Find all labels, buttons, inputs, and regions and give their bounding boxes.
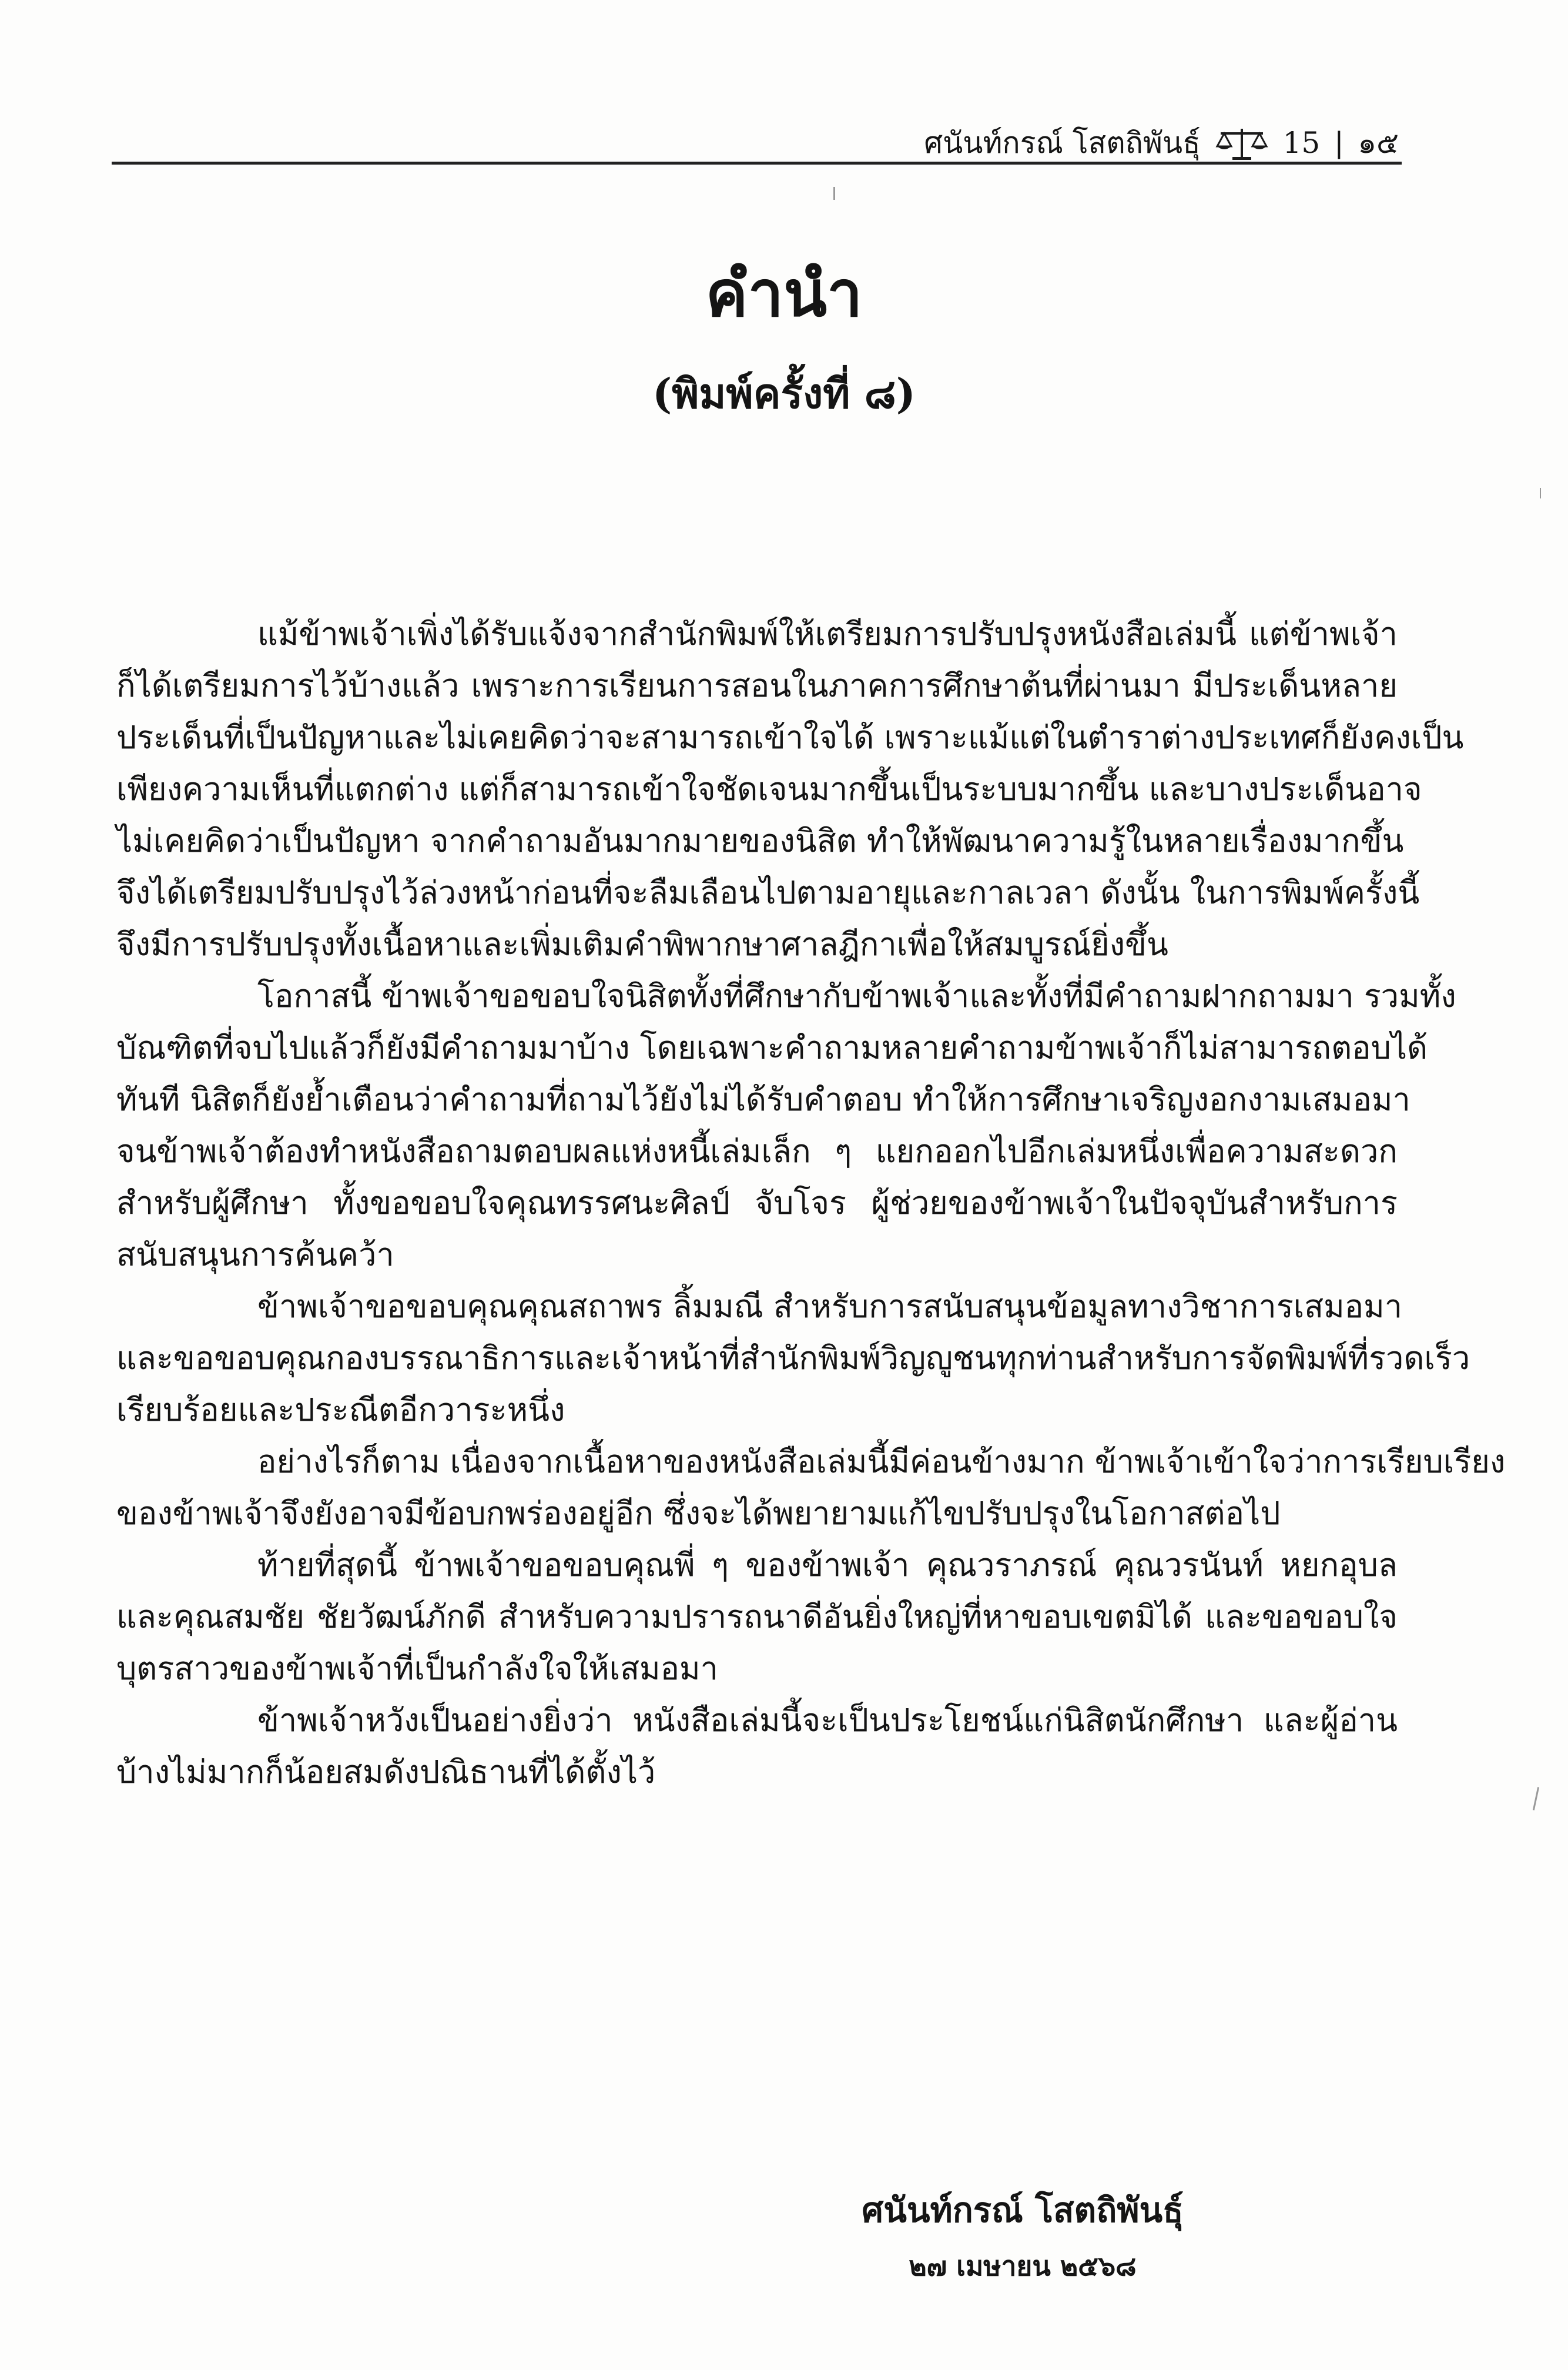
text-line: ท้ายที่สุดนี้ ข้าพเจ้าขอขอบคุณพี่ ๆ ของข้าพเจ้า คุณวราภรณ์ คุณวรนันท์ หยกอุบล [257, 1546, 1398, 1584]
header-page-number: 15 [1282, 126, 1321, 160]
running-header [917, 115, 1399, 162]
text-line: บัณฑิตที่จบไปแล้วก็ยังมีคำถามมาบ้าง โดยเฉพาะคำถามหลายคำถามข้าพเจ้าก็ไม่สามารถตอบได้ [116, 1029, 1428, 1066]
header-page-number-thai: ๑๕ [1358, 126, 1399, 160]
page-title: คำนำ [705, 257, 863, 331]
text-line: และคุณสมชัย ชัยวัฒน์ภักดี สำหรับความปรารถนาดีอันยิ่งใหญ่ที่หาขอบเขตมิได้ และขอขอบใจ [116, 1598, 1398, 1635]
signature-date: ๒๗ เมษายน ๒๕๖๘ [909, 2250, 1137, 2282]
text-line: ทันที นิสิตก็ยังย้ำเตือนว่าคำถามที่ถามไว้ยังไม่ได้รับคำตอบ ทำให้การศึกษาเจริญงอกงามเสมอมา [116, 1081, 1410, 1118]
header-author: ศนันท์กรณ์ โสตถิพันธุ์ [924, 126, 1201, 160]
text-line: บุตรสาวของข้าพเจ้าที่เป็นกำลังใจให้เสมอมา [116, 1650, 718, 1687]
text-line: ข้าพเจ้าหวังเป็นอย่างยิ่งว่า หนังสือเล่มนี้จะเป็นประโยชน์แก่นิสิตนักศึกษา และผู้อ่าน [257, 1702, 1398, 1739]
text-line: เพียงความเห็นที่แตกต่าง แต่ก็สามารถเข้าใจชัดเจนมากขึ้นเป็นระบบมากขึ้น และบางประเด็นอาจ [116, 771, 1422, 808]
text-line: จึงได้เตรียมปรับปรุงไว้ล่วงหน้าก่อนที่จะลืมเลือนไปตามอายุและกาลเวลา ดังนั้น ในการพิมพ์ครั้งนี้ [116, 874, 1420, 911]
scales-of-justice-icon [1215, 125, 1269, 162]
text-line: แม้ข้าพเจ้าเพิ่งได้รับแจ้งจากสำนักพิมพ์ให้เตรียมการปรับปรุงหนังสือเล่มนี้ แต่ข้าพเจ้า [257, 615, 1398, 652]
scan-mark [1540, 488, 1541, 498]
signature-name: ศนันท์กรณ์ โสตถิพันธุ์ [862, 2190, 1184, 2230]
scan-mark [833, 187, 835, 200]
header-rule [112, 162, 1402, 165]
preface-body [116, 608, 1506, 1798]
text-line: สำหรับผู้ศึกษา ทั้งขอขอบใจคุณทรรศนะศิลป์ จับโจร ผู้ช่วยของข้าพเจ้าในปัจจุบันสำหรับการ [116, 1184, 1398, 1221]
text-line: โอกาสนี้ ข้าพเจ้าขอขอบใจนิสิตทั้งที่ศึกษากับข้าพเจ้าและทั้งที่มีคำถามฝากถามมา รวมทั้ง [257, 978, 1456, 1015]
text-line: อย่างไรก็ตาม เนื่องจากเนื้อหาของหนังสือเล่มนี้มีค่อนข้างมาก ข้าพเจ้าเข้าใจว่าการเรียบเรียง [257, 1443, 1506, 1480]
text-line: ข้าพเจ้าขอขอบคุณคุณสถาพร ลิ้มมณี สำหรับการสนับสนุนข้อมูลทางวิชาการเสมอมา [257, 1288, 1403, 1325]
text-line: จึงมีการปรับปรุงทั้งเนื้อหาและเพิ่มเติมคำพิพากษาศาลฎีกาเพื่อให้สมบูรณ์ยิ่งขึ้น [116, 926, 1168, 963]
text-line: ประเด็นที่เป็นปัญหาและไม่เคยคิดว่าจะสามารถเข้าใจได้ เพราะแม้แต่ในตำราต่างประเทศก็ยังคงเป็น [116, 719, 1464, 756]
text-line: ของข้าพเจ้าจึงยังอาจมีข้อบกพร่องอยู่อีก ซึ่งจะได้พยายามแก้ไขปรับปรุงในโอกาสต่อไป [116, 1495, 1281, 1532]
scan-mark [1533, 1787, 1539, 1810]
text-line: จนข้าพเจ้าต้องทำหนังสือถามตอบผลแห่งหนี้เล่มเล็ก ๆ แยกออกไปอีกเล่มหนึ่งเพื่อความสะดวก [116, 1133, 1398, 1170]
page-subtitle: (พิมพ์ครั้งที่ ๘) [652, 369, 916, 418]
text-line: บ้างไม่มากก็น้อยสมดังปณิธานที่ได้ตั้งไว้ [116, 1753, 656, 1790]
text-line: สนับสนุนการค้นคว้า [116, 1236, 394, 1273]
text-line: ก็ได้เตรียมการไว้บ้างแล้ว เพราะการเรียนการสอนในภาคการศึกษาต้นที่ผ่านมา มีประเด็นหลาย [116, 667, 1398, 704]
text-line: และขอขอบคุณกองบรรณาธิการและเจ้าหน้าที่สำนักพิมพ์วิญญูชนทุกท่านสำหรับการจัดพิมพ์ที่รวดเร็ว [116, 1340, 1470, 1377]
text-line: เรียบร้อยและประณีตอีกวาระหนึ่ง [116, 1391, 565, 1428]
text-line: ไม่เคยคิดว่าเป็นปัญหา จากคำถามอันมากมายของนิสิต ทำให้พัฒนาความรู้ในหลายเรื่องมากขึ้น [116, 822, 1404, 859]
header-separator: | [1334, 126, 1344, 159]
